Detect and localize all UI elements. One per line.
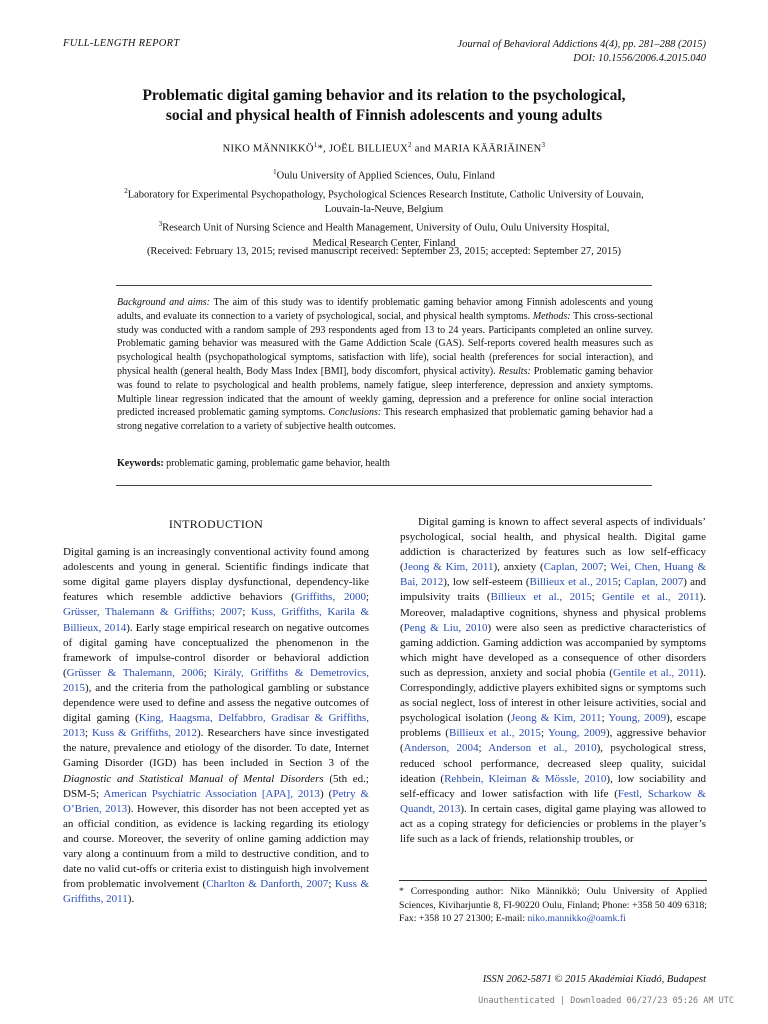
body-text: ; <box>328 878 335 891</box>
affiliation-3-cont: Medical Research Center, Finland <box>312 237 456 249</box>
abstract-methods-label: Methods: <box>532 310 571 322</box>
affiliation-1-text: Oulu University of Applied Sciences, Oulu, Finland <box>276 170 495 182</box>
body-text: ). Moreover, maladaptive cognitions, shyness and physical problems ( <box>400 591 706 634</box>
citation-link[interactable]: Billieux et al., 2015 <box>448 727 541 740</box>
citation-link[interactable]: Anderson, 2004 <box>403 742 479 755</box>
body-text: ; <box>478 742 489 755</box>
body-text: ). In certain cases, digital game playing was allowed to act as a coping strategy for deficiencies or problems in the player’s life such as a lack of friends, relationship troubles, or <box>400 802 706 845</box>
citation-link[interactable]: Anderson et al., 2010 <box>488 742 597 755</box>
citation-link[interactable]: Gentile et al., 2011 <box>602 591 700 604</box>
body-text: ). Researchers have since investigated the nature, prevalence and etiology of the disorder. To date, Internet Gaming Disorder (IGD) has been included in Section 3 of the <box>63 727 369 770</box>
book-title: Diagnostic and Statistical Manual of Mental Disorders <box>63 772 324 785</box>
author-conjunction: and <box>411 143 434 155</box>
citation-link[interactable]: Caplan, 2007 <box>624 576 684 589</box>
affiliation-3-text: Research Unit of Nursing Science and Health Management, University of Oulu, Oulu University Hospital, <box>162 222 610 234</box>
abstract <box>117 296 653 434</box>
citation-link[interactable]: Jeong & Kim, 2011 <box>510 712 602 725</box>
abstract-conclusions-label: Conclusions: <box>328 407 382 419</box>
right-column <box>400 515 706 847</box>
citation-link[interactable]: Gentile et al., 2011 <box>612 666 700 679</box>
citation-link[interactable]: Billieux et al., 2015 <box>529 576 618 589</box>
paper-title <box>60 86 708 126</box>
author-1: NIKO MÄNNIKKÖ <box>222 143 314 155</box>
body-text: ). However, this disorder has not been accepted yet as an official condition, as evidence is lacking regarding its etiology and course. Moreover, the severity of online gaming addiction may vary along a continuum from a mild to destructive condition, and to date no valid cut-offs or criteria exist to distinguish high involvement from problematic involvement ( <box>63 802 370 891</box>
body-text: ), low self-esteem ( <box>443 576 530 589</box>
keywords-label: Keywords: <box>117 458 164 469</box>
affiliation-3 <box>60 217 708 236</box>
report-type: FULL-LENGTH REPORT <box>63 38 180 49</box>
body-text: ), psychological stress, reduced school performance, decreased sleep quality, suicidal ideation ( <box>400 742 706 785</box>
footnote-text: * Corresponding author: Niko Männikkö; Oulu University of Applied Sciences, Kiviharjuntie 8, FI-90220 Oulu, Finland; Phone: +358 50 409 6318; Fax: +358 10 27 21300; E-mail: <box>399 886 707 924</box>
body-text: ), escape problems ( <box>400 712 707 740</box>
citation-link[interactable]: Young, 2009 <box>608 712 667 725</box>
body-text: ) ( <box>319 787 333 800</box>
title-line-1: Problematic digital gaming behavior and its relation to the psychological, <box>142 87 626 104</box>
body-text: ; <box>540 727 548 740</box>
section-heading-introduction: INTRODUCTION <box>168 517 264 531</box>
body-text: ; <box>601 712 609 725</box>
citation-link[interactable]: Petry & O’Brien, 2013 <box>63 787 369 815</box>
doi[interactable]: DOI: 10.1556/2006.4.2015.040 <box>573 53 706 64</box>
abstract-conclusions-text: This research emphasized that problematic gaming behavior had a strong negative correlation to a variety of subjective health outcomes. <box>117 407 653 433</box>
abstract-background-text: The aim of this study was to identify problematic gaming behavior among Finnish adolescents and young adults, and evaluate its connection to a variety of psychological, social, and physical health symptoms. <box>117 297 653 322</box>
citation-link[interactable]: Grüsser & Thalemann, 2006 <box>66 666 204 679</box>
author-email-link[interactable]: niko.mannikko@oamk.fi <box>527 913 626 924</box>
abstract-background-label: Background and aims: <box>117 297 211 308</box>
affiliation-2-cont: Louvain-la-Neuve, Belgium <box>324 204 444 215</box>
body-text: ). <box>127 893 135 906</box>
body-text: ), aggressive behavior ( <box>400 727 707 755</box>
body-text: ; <box>603 561 611 574</box>
keywords <box>117 458 653 469</box>
citation-link[interactable]: Kuss & Griffiths, 2011 <box>63 878 370 906</box>
body-text: ). Correspondingly, addictive players exhibited signs or symptoms such as social neglect, loss of interest in other leisure activities, social and psychological isolation ( <box>400 666 706 725</box>
citation-link[interactable]: Jeong & Kim, 2011 <box>403 561 494 574</box>
citation-link[interactable]: King, Haagsma, Delfabbro, Gradisar & Griffiths, 2013 <box>63 712 369 740</box>
affiliation-1-number: 1 <box>273 168 277 176</box>
body-text: Digital gaming is known to affect several aspects of individuals’ psychological, social health, and physical health. Digital game addiction is characterized by features such as low self-efficacy ( <box>400 516 706 574</box>
affiliation-2 <box>60 184 708 203</box>
author-3: MARIA KÄÄRIÄINEN <box>433 143 542 155</box>
abstract-results-label: Results: <box>498 365 531 377</box>
abstract-methods-text: This cross-sectional study was conducted with a random sample of 293 respondents aged from 13 to 24 years. Participants completed an online survey. Problematic gaming behavior was measured with the Game Addiction Scale (GAS). Self-reports covered health measures such as psychological health (psychopathological symptoms, satisfaction with life), social health (preferences for social interaction), and physical health (general health, Body Mass Index [BMI], body discomfort, physical activity). <box>117 310 653 377</box>
keywords-text: problematic gaming, problematic game behavior, health <box>163 458 390 469</box>
body-text: ) were also seen as predictive characteristics of gaming addiction. Gaming addiction was accompanied by symptoms which might have developed as a consequence of other disorders such as depression, anxiety and social phobia ( <box>400 621 706 679</box>
left-column <box>63 515 369 907</box>
journal-citation: Journal of Behavioral Addictions 4(4), pp. 281–288 (2015) <box>457 39 706 50</box>
author-list <box>60 141 708 155</box>
author-2: JOËL BILLIEUX <box>328 143 409 155</box>
abstract-bottom-rule <box>116 485 652 486</box>
affiliations <box>60 165 708 251</box>
citation-link[interactable]: Wei, Chen, Huang & Bai, 2012 <box>400 561 706 589</box>
citation-link[interactable]: Festl, Scharkow & Quandt, 2013 <box>400 787 706 815</box>
body-text: (5th ed.; DSM-5; <box>63 772 369 800</box>
received-dates: (Received: February 13, 2015; revised manuscript received: September 23, 2015; accepted: September 27, 2015) <box>146 246 622 257</box>
citation-link[interactable]: Grüsser, Thalemann & Griffiths; 2007 <box>63 606 243 619</box>
download-stamp: Unauthenticated | Downloaded 06/27/23 05:26 AM UTC <box>478 996 734 1006</box>
citation-link[interactable]: Kuss, Griffiths, Karila & Billieux, 2014 <box>63 606 369 634</box>
body-text: ; <box>242 606 252 619</box>
citation-link[interactable]: Billieux et al., 2015 <box>490 591 592 604</box>
corresponding-mark: *, <box>317 143 329 155</box>
body-text: ) and impulsivity traits ( <box>400 576 706 604</box>
intro-paragraph-1 <box>63 545 369 907</box>
citation-link[interactable]: Király, Griffiths & Demetrovics, 2015 <box>63 666 369 694</box>
footnote-rule <box>399 880 707 881</box>
body-text: ). Early stage empirical research on negative outcomes of digital gaming have conceptualized the phenomenon in the framework of impulse-control disorder or behavioral addiction ( <box>63 621 369 679</box>
body-text: ; <box>85 727 93 740</box>
issn-copyright: ISSN 2062-5871 © 2015 Akadémiai Kiadó, Budapest <box>482 974 706 985</box>
body-text: ; <box>365 591 370 604</box>
affiliation-1 <box>60 165 708 184</box>
affiliation-2-text: Laboratory for Experimental Psychopathology, Psychological Sciences Research Institute, Catholic University of Louvain, <box>127 189 644 200</box>
body-text: ), and the criteria from the pathological gambling or substance dependence were used to define and assess the negative outcomes of digital gaming ( <box>63 681 369 725</box>
citation-link[interactable]: American Psychiatric Association [APA], 2013 <box>103 787 320 800</box>
citation-link[interactable]: Caplan, 2007 <box>543 561 604 574</box>
author-3-affil: 3 <box>541 141 546 149</box>
affiliation-3-number: 3 <box>158 220 163 228</box>
author-2-affil: 2 <box>408 141 412 149</box>
body-text: ), anxiety ( <box>493 561 544 574</box>
abstract-top-rule <box>116 285 652 286</box>
citation-link[interactable]: Charlton & Danforth, 2007 <box>206 878 329 891</box>
citation-link[interactable]: Peng & Liu, 2010 <box>403 621 488 634</box>
author-1-affil: 1 <box>313 141 318 149</box>
body-text: Digital gaming is an increasingly conventional activity found among adolescents and young in general. Scientific findings indicate that some digital game players display dysfunctional, dependency-like features which resemble addictive behaviors ( <box>63 546 369 604</box>
journal-header <box>457 38 706 66</box>
body-text: ; <box>203 666 214 679</box>
body-text: ), low sociability and self-efficacy and lower satisfaction with life ( <box>400 772 707 800</box>
citation-link[interactable]: Rehbein, Kleiman & Mössle, 2010 <box>444 772 607 785</box>
citation-link[interactable]: Griffiths, 2000 <box>294 591 366 604</box>
abstract-results-text: Problematic gaming behavior was found to relate to psychological and health problems, namely fatigue, sleep interference, depression and anxiety symptoms. Multiple linear regression indicated that the amount of weekly gaming, depression and a preference for online social interaction predicted increased problematic gaming symptoms. <box>117 365 653 419</box>
intro-paragraph-2 <box>400 515 706 847</box>
body-text: ; <box>591 591 603 604</box>
title-line-2: social and physical health of Finnish adolescents and young adults <box>165 107 603 124</box>
citation-link[interactable]: Kuss & Griffiths, 2012 <box>92 727 197 740</box>
body-text: ; <box>617 576 625 589</box>
affiliation-2-number: 2 <box>124 186 128 195</box>
corresponding-author-footnote <box>399 885 707 926</box>
citation-link[interactable]: Young, 2009 <box>547 727 606 740</box>
